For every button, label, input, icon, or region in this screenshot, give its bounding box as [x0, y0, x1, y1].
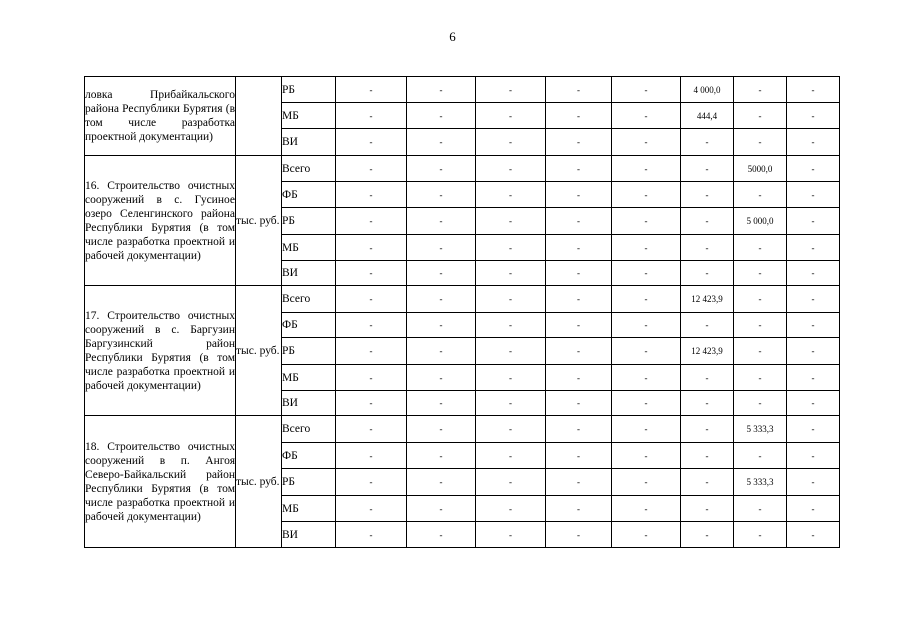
value-cell: -	[546, 522, 612, 548]
value-cell: -	[681, 522, 734, 548]
value-cell: -	[681, 365, 734, 391]
value-cell: -	[407, 208, 476, 235]
value-cell: -	[734, 496, 787, 522]
value-cell: -	[612, 338, 681, 365]
page-number: 6	[449, 29, 456, 44]
value-cell: -	[336, 416, 407, 443]
funding-source-cell: Всего	[282, 156, 336, 182]
unit-cell: тыс. руб.	[236, 156, 282, 286]
value-cell: -	[787, 443, 840, 469]
value-cell: -	[734, 391, 787, 416]
value-cell: -	[734, 103, 787, 129]
value-cell: -	[407, 416, 476, 443]
value-cell: -	[734, 182, 787, 208]
value-cell: -	[476, 416, 546, 443]
value-cell: -	[612, 416, 681, 443]
value-cell: -	[546, 208, 612, 235]
value-cell: -	[734, 77, 787, 103]
value-cell: -	[476, 129, 546, 156]
value-cell: -	[787, 156, 840, 182]
value-cell: 4 000,0	[681, 77, 734, 103]
unit-cell: тыс. руб.	[236, 286, 282, 416]
value-cell: -	[546, 443, 612, 469]
value-cell: -	[681, 443, 734, 469]
value-cell: -	[476, 496, 546, 522]
funding-source-cell: МБ	[282, 496, 336, 522]
funding-source-cell: ВИ	[282, 391, 336, 416]
value-cell: -	[476, 469, 546, 496]
value-cell: 12 423,9	[681, 286, 734, 313]
value-cell: -	[336, 103, 407, 129]
value-cell: -	[407, 365, 476, 391]
value-cell: -	[546, 313, 612, 338]
value-cell: -	[407, 443, 476, 469]
value-cell: -	[612, 391, 681, 416]
value-cell: -	[681, 313, 734, 338]
value-cell: -	[336, 261, 407, 286]
value-cell: -	[407, 182, 476, 208]
value-cell: -	[734, 261, 787, 286]
funding-source-cell: ФБ	[282, 182, 336, 208]
value-cell: -	[336, 77, 407, 103]
value-cell: -	[612, 129, 681, 156]
value-cell: -	[681, 129, 734, 156]
funding-source-cell: МБ	[282, 365, 336, 391]
value-cell: -	[681, 496, 734, 522]
value-cell: -	[476, 208, 546, 235]
value-cell: -	[612, 365, 681, 391]
value-cell: -	[336, 469, 407, 496]
funding-source-cell: ФБ	[282, 443, 336, 469]
value-cell: -	[734, 129, 787, 156]
unit-cell: тыс. руб.	[236, 416, 282, 548]
value-cell: -	[546, 156, 612, 182]
value-cell: 5 333,3	[734, 416, 787, 443]
value-cell: -	[734, 443, 787, 469]
value-cell: -	[407, 235, 476, 261]
value-cell: -	[681, 469, 734, 496]
value-cell: -	[612, 469, 681, 496]
value-cell: -	[476, 182, 546, 208]
value-cell: 12 423,9	[681, 338, 734, 365]
value-cell: -	[612, 496, 681, 522]
value-cell: -	[407, 156, 476, 182]
value-cell: -	[336, 338, 407, 365]
value-cell: -	[546, 338, 612, 365]
value-cell: -	[612, 235, 681, 261]
value-cell: -	[681, 156, 734, 182]
table-row	[85, 156, 840, 182]
value-cell: -	[612, 77, 681, 103]
value-cell: -	[787, 496, 840, 522]
value-cell: -	[787, 77, 840, 103]
value-cell: -	[476, 391, 546, 416]
value-cell: -	[681, 235, 734, 261]
value-cell: -	[681, 208, 734, 235]
funding-source-cell: ВИ	[282, 522, 336, 548]
value-cell: -	[612, 156, 681, 182]
value-cell: -	[336, 208, 407, 235]
value-cell: -	[681, 391, 734, 416]
value-cell: 5 333,3	[734, 469, 787, 496]
value-cell: -	[546, 416, 612, 443]
value-cell: -	[407, 469, 476, 496]
funding-source-cell: РБ	[282, 338, 336, 365]
measure-name-cell: 18. Строительство очистных сооружений в п. Ангоя Северо-Байкальский район Республики Бурятия (в том числе разработка проектной и рабочей документации)	[85, 416, 236, 548]
value-cell: -	[734, 522, 787, 548]
value-cell: -	[476, 338, 546, 365]
value-cell: -	[787, 338, 840, 365]
funding-source-cell: РБ	[282, 469, 336, 496]
value-cell: -	[336, 391, 407, 416]
measure-name-cell: 17. Строительство очистных сооружений в с. Баргузин Баргузинский район Республики Бурятия (в том числе разработка проектной и рабочей документации)	[85, 286, 236, 416]
value-cell: -	[734, 365, 787, 391]
value-cell: -	[336, 182, 407, 208]
value-cell: -	[612, 522, 681, 548]
value-cell: -	[546, 103, 612, 129]
value-cell: -	[476, 443, 546, 469]
funding-source-cell: РБ	[282, 208, 336, 235]
value-cell: -	[546, 496, 612, 522]
value-cell: -	[787, 129, 840, 156]
value-cell: -	[612, 313, 681, 338]
funding-source-cell: МБ	[282, 235, 336, 261]
value-cell: -	[787, 469, 840, 496]
value-cell: -	[476, 261, 546, 286]
value-cell: -	[734, 286, 787, 313]
value-cell: 5 000,0	[734, 208, 787, 235]
funding-source-cell: ФБ	[282, 313, 336, 338]
value-cell: -	[546, 129, 612, 156]
value-cell: 5000,0	[734, 156, 787, 182]
value-cell: -	[336, 443, 407, 469]
value-cell: -	[336, 313, 407, 338]
value-cell: -	[407, 338, 476, 365]
value-cell: -	[734, 338, 787, 365]
measure-name-cell: ловка Прибайкальского района Республики Бурятия (в том числе разработка проектной документации)	[85, 77, 236, 156]
value-cell: -	[407, 261, 476, 286]
value-cell: -	[546, 391, 612, 416]
value-cell: -	[612, 261, 681, 286]
funding-source-cell: РБ	[282, 77, 336, 103]
value-cell: -	[336, 235, 407, 261]
value-cell: -	[612, 286, 681, 313]
value-cell: -	[476, 313, 546, 338]
value-cell: -	[407, 286, 476, 313]
value-cell: -	[734, 313, 787, 338]
value-cell: -	[336, 286, 407, 313]
table-row	[85, 416, 840, 443]
value-cell: -	[336, 156, 407, 182]
funding-source-cell: Всего	[282, 286, 336, 313]
value-cell: -	[546, 261, 612, 286]
value-cell: -	[407, 522, 476, 548]
value-cell: -	[336, 496, 407, 522]
value-cell: -	[787, 286, 840, 313]
value-cell: -	[546, 182, 612, 208]
value-cell: -	[612, 443, 681, 469]
value-cell: -	[681, 416, 734, 443]
value-cell: -	[787, 182, 840, 208]
value-cell: -	[546, 469, 612, 496]
value-cell: -	[787, 416, 840, 443]
value-cell: -	[476, 522, 546, 548]
value-cell: -	[612, 182, 681, 208]
value-cell: -	[681, 261, 734, 286]
value-cell: -	[476, 286, 546, 313]
value-cell: -	[407, 496, 476, 522]
value-cell: -	[476, 156, 546, 182]
funding-source-cell: ВИ	[282, 129, 336, 156]
value-cell: -	[546, 286, 612, 313]
value-cell: -	[407, 313, 476, 338]
measure-name-cell: 16. Строительство очистных сооружений в с. Гусиное озеро Селенгинского района Республики Бурятия (в том числе разработка проектной и рабочей документации)	[85, 156, 236, 286]
value-cell: -	[787, 208, 840, 235]
value-cell: -	[787, 391, 840, 416]
funding-source-cell: Всего	[282, 416, 336, 443]
value-cell: -	[407, 103, 476, 129]
value-cell: -	[787, 313, 840, 338]
budget-table	[84, 76, 840, 548]
value-cell: -	[546, 235, 612, 261]
value-cell: -	[407, 129, 476, 156]
value-cell: -	[787, 522, 840, 548]
value-cell: -	[612, 103, 681, 129]
value-cell: -	[546, 365, 612, 391]
value-cell: -	[734, 235, 787, 261]
value-cell: -	[681, 182, 734, 208]
value-cell: -	[407, 391, 476, 416]
unit-cell	[236, 77, 282, 156]
funding-source-cell: ВИ	[282, 261, 336, 286]
value-cell: -	[787, 103, 840, 129]
value-cell: -	[787, 261, 840, 286]
table-row	[85, 77, 840, 103]
value-cell: -	[336, 129, 407, 156]
value-cell: -	[612, 208, 681, 235]
value-cell: -	[407, 77, 476, 103]
value-cell: 444,4	[681, 103, 734, 129]
value-cell: -	[787, 235, 840, 261]
value-cell: -	[476, 77, 546, 103]
value-cell: -	[336, 365, 407, 391]
funding-source-cell: МБ	[282, 103, 336, 129]
value-cell: -	[476, 235, 546, 261]
value-cell: -	[546, 77, 612, 103]
value-cell: -	[336, 522, 407, 548]
table-row	[85, 286, 840, 313]
value-cell: -	[476, 103, 546, 129]
value-cell: -	[787, 365, 840, 391]
value-cell: -	[476, 365, 546, 391]
